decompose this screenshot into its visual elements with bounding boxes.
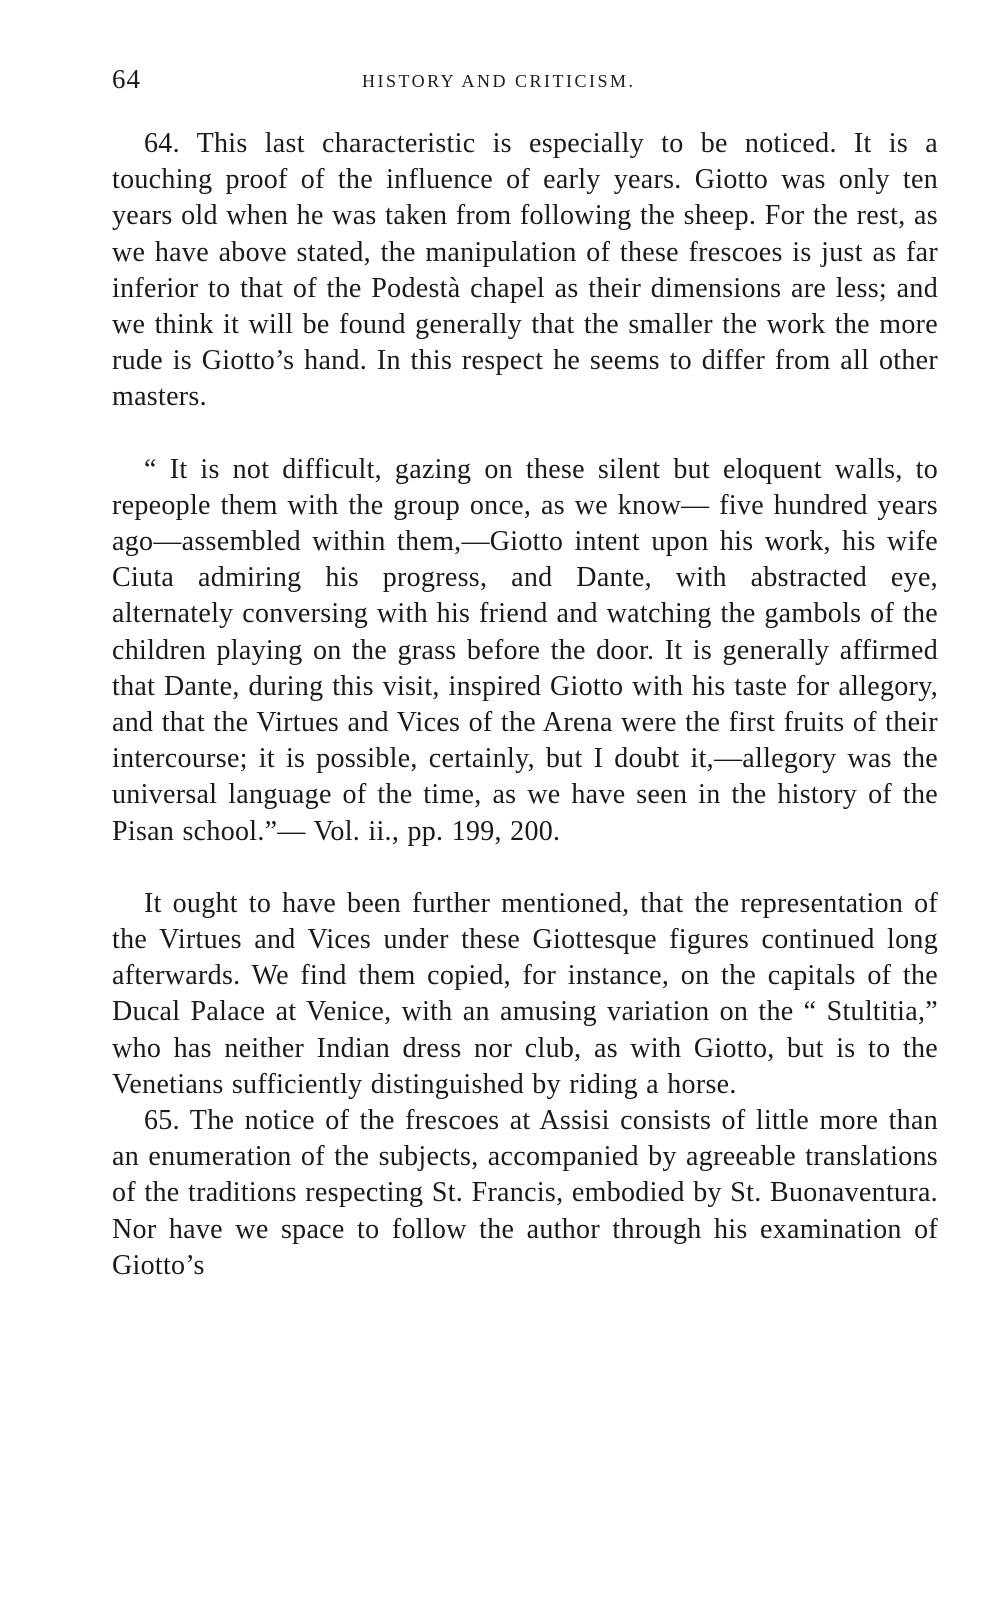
paragraph-65: 65. The notice of the frescoes at Assisi consists of little more than an enumeration of the subjects, accompanied by agreeable translations of the traditions respecting St. Francis, embodied by St. Buonaventura. Nor have we space to follow the author through his examination of Giotto’s [112,1105,938,1281]
paragraph-gap [112,416,938,452]
page-header [112,64,938,104]
paragraph-gap [112,850,938,886]
page-number: 64 [112,64,141,94]
page-body [112,126,938,1284]
running-head: HISTORY AND CRITICISM. [362,71,636,91]
commentary-paragraph: It ought to have been further mentioned, that the representation of the Virtues and Vices under these Giottesque figures continued long afterwards. We find them copied, for instance, on the capitals of the Ducal Palace at Venice, with an amusing variation on the “ Stultitia,” who has neither Indian dress nor club, as with Giotto, but is to the Venetians sufficiently distinguished by riding a horse. [112,887,938,1100]
paragraph-64: 64. This last characteristic is especially to be noticed. It is a touching proof of the influence of early years. Giotto was only ten years old when he was taken from following the sheep. For the rest, as we have above stated, the manipulation of these frescoes is just as far inferior to that of the Podestà chapel as their dimensions are less; and we think it will be found generally that the smaller the work the more rude is Giotto’s hand. In this respect he seems to differ from all other masters. [112,128,938,413]
quotation-paragraph: “ It is not difficult, gazing on these silent but eloquent walls, to repeople them with the group once, as we know— five hundred years ago—assembled within them,—Giotto intent upon his work, his wife Ciuta admiring his progress, and Dante, with abstracted eye, alternately conversing with his friend and watching the gambols of the children playing on the grass before the door. It is generally affirmed that Dante, during this visit, inspired Giotto with his taste for allegory, and that the Virtues and Vices of the Arena were the first fruits of their intercourse; it is possible, certainly, but I doubt it,—allegory was the universal language of the time, as we have seen in the history of the Pisan school.”— Vol. ii., pp. 199, 200. [112,453,938,847]
